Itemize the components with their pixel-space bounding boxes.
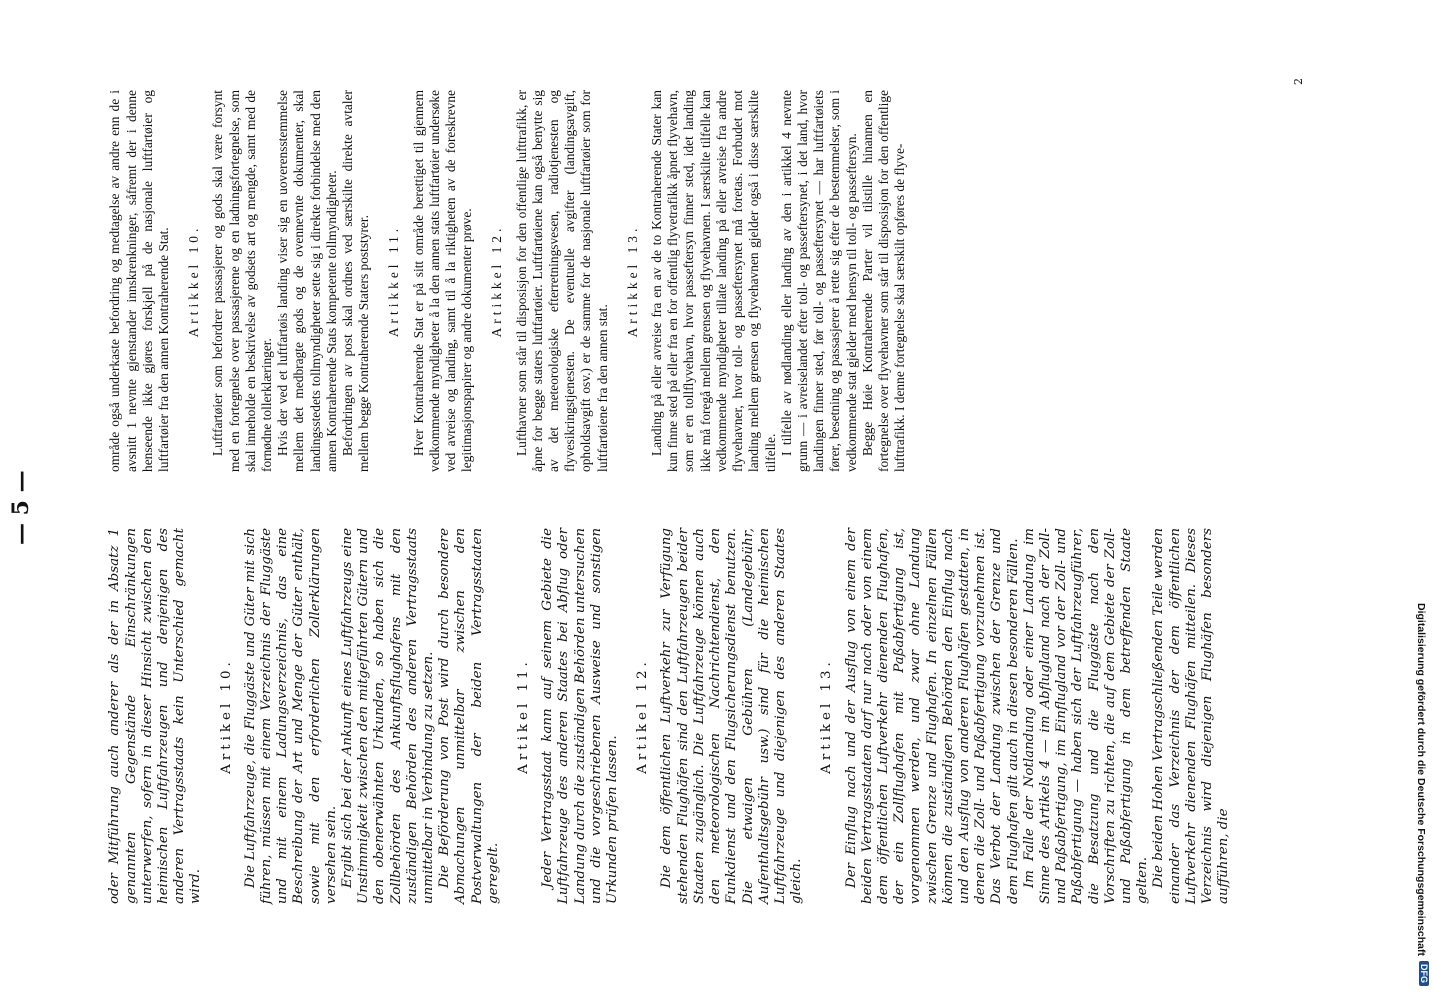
de-article-10-paragraph-1: Die Luftfahrzeuge, die Fluggäste und Güter mit sich führen, müssen mit einem Verzeichnis der Fluggäste und mit einem Ladungsverzeichnis, das eine Beschreibung der Art und Menge der Güter enthält, sowie mit den erforderlichen Zollerklärungen versehen sein. bbox=[242, 528, 339, 904]
no-article-10-paragraph-3: Befordringen av post skal ordnes ved særskilte direkte avtaler mellem begge Kontraherende Staters poststyrer. bbox=[340, 90, 372, 472]
de-intro: oder Mitführung auch anderer als der in Absatz 1 genannten Gegenstände Einschränkungen unterwerfen, sofern in dieser Hinsicht zwischen den heimischen Luftfahrzeugen und denjenigen des anderen Vertragsstaats kein Unterschied gemacht wird. bbox=[107, 528, 204, 904]
norwegian-text bbox=[107, 90, 908, 472]
de-article-10-paragraph-2: Ergibt sich bei der Ankunft eines Luftfahrzeugs eine Unstimmigkeit zwischen den mitgeführten Gütern und den obenerwähnten Urkunden, so haben sich die Zollbehörden des Ankunftsflughafens mit den zuständigen Behörden des anderen Vertragsstaats unmittelbar in Verbindung zu setzen. bbox=[340, 528, 437, 904]
no-article-12-paragraph-1: Lufthavner som står til disposisjon for den offentlige lufttrafikk, er åpne for begge staters luftfartøier. Luftfartøiene kan også benytte sig av det meteorologiske efterretningsvesen, radiotjenesten og flyvesikringstjenesten. De eventuelle avgifter (landingsavgift, opholdsavgift osv.) er de samme for de nasjonale luftfartøier som for luftfartøiene fra den annen stat. bbox=[513, 90, 610, 472]
de-article-13-paragraph-1: Der Einflug nach und der Ausflug von einem der beiden Vertragsstaaten darf nur nach oder von einem dem öffentlichen Luftverkehr dienenden Flughafen, der ein Zollflughafen mit Paßabfertigung ist, vorgenommen werden, und zwar ohne Landung zwischen Grenze und Flughafen. In einzelnen Fällen können die zuständigen Behörden den Einflug nach und den Ausflug von anderen Flughäfen gestatten, in denen die Zoll- und Paßabfertigung vorzunehmen ist. Das Verbot der Landung zwischen der Grenze und dem Flughafen gilt auch in diesen besonderen Fällen. bbox=[843, 528, 1021, 904]
no-article-11-heading: Artikkel 11. bbox=[386, 224, 402, 338]
no-article-13-paragraph-2: I tilfelle av nødlanding eller landing av den i artikkel 4 nevnte grunn — i avreiselandet efter toll- og passeftersynet, i det land, hvor landingen finner sted, før toll- og passeftersynet — har luftfartøiets fører, besetning og passasjerer å rette sig efter de bestemmelser, som i vedkommende stat gjelder med hensyn til toll- og passeftersyn. bbox=[778, 90, 859, 472]
de-article-10-paragraph-3: Die Beförderung von Post wird durch besondere Abmachungen unmittelbar zwischen den Postverwaltungen der beiden Vertragsstaaten geregelt. bbox=[437, 528, 501, 904]
no-article-12-heading: Artikkel 12. bbox=[489, 224, 505, 338]
german-column bbox=[94, 528, 1232, 904]
de-article-12-paragraph-1: Die dem öffentlichen Luftverkehr zur Verfügung stehenden Flughäfen sind den Luftfahrzeugen beider Staaten zugänglich. Die Luftfahrzeuge können auch den meteorologischen Nachrichtendienst, den Funkdienst und den Flugsicherungsdienst benutzen. Die etwaigen Gebühren (Landegebühr, Aufenthaltsgebühr usw.) sind für die heimischen Luftfahrzeuge und diejenigen des anderen Staates gleich. bbox=[659, 528, 805, 904]
norwegian-column bbox=[94, 90, 908, 472]
no-article-10-paragraph-2: Hvis der ved et luftfartøis landing viser sig en uoverensstemmelse mellem det medbragte gods og de ovennevnte dokumenter, skal landingsstedets tollmyndigheter sette sig i direkte forbindelse med den annen Kontraherende Stats kompetente tollmyndigheter. bbox=[275, 90, 339, 472]
footer-text: Digitalisierung gefördert durch die Deutsche Forschungsgemeinschaft bbox=[1415, 603, 1427, 956]
digitization-footer bbox=[1412, 14, 1430, 986]
de-article-11-paragraph-1: Jeder Vertragsstaat kann auf seinem Gebiete die Luftfahrzeuge des anderen Staates bei Abflug oder Landung durch die zuständigen Behörden untersuchen und die vorgeschriebenen Ausweise und sonstigen Urkunden prüfen lassen. bbox=[540, 528, 621, 904]
sheet-number: 2 bbox=[1292, 78, 1305, 85]
no-article-10-heading: Artikkel 10. bbox=[186, 224, 202, 338]
no-intro: område også underkaste befordring og medtagelse av andre enn de i avsnitt 1 nevnte gjenstander innskrenkninger, såfremt der i denne henseende ikke gjøres forskjell på de nasjonale luftfartøier og luftfartøier fra den annen Kontraherende Stat. bbox=[107, 90, 171, 472]
de-article-13-heading: Artikel 13. bbox=[819, 658, 835, 774]
no-article-13-paragraph-3: Begge Høie Kontraherende Parter vil tilstille hinannen en fortegnelse over flyvehavner som står til disposisjon for den offentlige lufttrafikk. I denne fortegnelse skal særskilt opføres de flyve- bbox=[859, 90, 908, 472]
de-article-11-heading: Artikel 11. bbox=[516, 658, 532, 774]
no-article-13-paragraph-1: Landing på eller avreise fra en av de to Kontraherende Stater kan kun finne sted på eller fra en for offentlig flyvetrafikk åpnet flyvehavn, som er en tollflyvehavn, hvor passeftersyn finner sted, idet landing ikke må foregå mellem grensen og flyvehavnen. I særskilte tilfelle kan vedkommende myndigheter tillate landing på eller avreise fra andre flyvehavner, hvor toll- og passeftersynet må foretas. Forbudet mot landing mellem grensen og flyvehavnen gjelder også i disse særskilte tilfelle. bbox=[649, 90, 778, 472]
de-article-10-heading: Artikel 10. bbox=[218, 658, 234, 774]
page-number: — 5 — bbox=[8, 470, 34, 545]
no-article-11-paragraph-1: Hver Kontraherende Stat er på sitt område berettiget til gjennem vedkommende myndigheter å la den annen stats luftfartøier undersøke ved avreise og landing, samt til å la riktigheten av de foreskrevne legitimasjonspapirer og andre dokumenter prøve. bbox=[410, 90, 475, 472]
no-article-13-heading: Artikkel 13. bbox=[624, 224, 640, 338]
de-article-12-heading: Artikel 12. bbox=[635, 658, 651, 774]
de-article-13-paragraph-3: Die beiden Hohen Vertragschließenden Teile werden einander das Verzeichnis der dem öffentlichen Luftverkehr dienenden Flughäfen mitteilen. Dieses Verzeichnis wird diejenigen Flughäfen besonders aufführen, die bbox=[1151, 528, 1232, 904]
dfg-logo: DFG bbox=[1419, 961, 1429, 986]
de-article-13-paragraph-2: Im Falle der Notlandung oder einer Landung im Sinne des Artikels 4 — im Abflugland nach der Zoll- und Paßabfertigung, im Einflugland vor der Zoll- und Paßabfertigung — haben sich der Luftfahrzeugführer, die Besatzung und die Fluggäste nach den Vorschriften zu richten, die auf dem Gebiete der Zoll- und Paßabfertigung in dem betreffenden Staate gelten. bbox=[1021, 528, 1151, 904]
no-article-10-paragraph-1: Luftfartøier som befordrer passasjerer og gods skal være forsynt med en fortegnelse over passasjerene og en ladningsfortegnelse, som skal inneholde en beskrivelse av godsets art og mengde, samt med de fornødne tollerklæringer. bbox=[210, 90, 275, 472]
german-text bbox=[107, 528, 1232, 904]
